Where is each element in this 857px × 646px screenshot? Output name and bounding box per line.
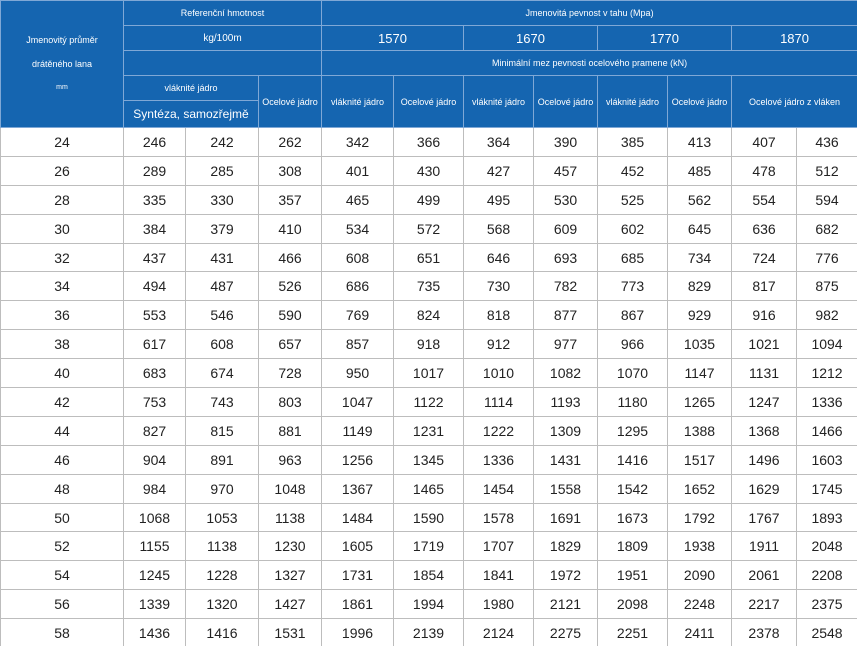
sub-steel-fiber-1870: Ocelové jádro z vláken — [732, 76, 857, 128]
cell-force-1570-steel: 366 — [394, 128, 464, 157]
sub-fiber-1570: vláknité jádro — [322, 76, 394, 128]
cell-diameter: 54 — [1, 561, 124, 590]
sub-steel-1570: Ocelové jádro — [394, 76, 464, 128]
strength-1670: 1670 — [464, 26, 598, 51]
cell-force-1670-fiber: 1114 — [464, 388, 534, 417]
cell-force-1770-steel: 829 — [668, 272, 732, 301]
cell-force-1870-steel: 2378 — [732, 619, 797, 646]
ref-mass-spacer — [124, 51, 322, 76]
cell-ref-mass-synthesis: 242 — [186, 128, 259, 157]
cell-ref-mass-fiber: 827 — [124, 416, 186, 445]
cell-ref-mass-fiber: 1068 — [124, 503, 186, 532]
cell-ref-mass-steel: 1230 — [259, 532, 322, 561]
cell-ref-mass-synthesis: 1416 — [186, 619, 259, 646]
cell-force-1770-fiber: 452 — [598, 156, 668, 185]
cell-ref-mass-steel: 803 — [259, 388, 322, 417]
cell-force-1570-fiber: 534 — [322, 214, 394, 243]
cell-ref-mass-fiber: 1339 — [124, 590, 186, 619]
cell-diameter: 36 — [1, 301, 124, 330]
cell-force-1670-fiber: 730 — [464, 272, 534, 301]
min-strength-header: Minimální mez pevnosti ocelového pramene (kN) — [322, 51, 857, 76]
cell-ref-mass-synthesis: 674 — [186, 359, 259, 388]
cell-ref-mass-steel: 590 — [259, 301, 322, 330]
cell-force-1870-fiber: 776 — [797, 243, 857, 272]
cell-force-1570-fiber: 1484 — [322, 503, 394, 532]
cell-force-1670-fiber: 818 — [464, 301, 534, 330]
cell-force-1870-steel: 407 — [732, 128, 797, 157]
cell-diameter: 56 — [1, 590, 124, 619]
cell-force-1570-fiber: 401 — [322, 156, 394, 185]
cell-force-1770-fiber: 1673 — [598, 503, 668, 532]
cell-force-1870-steel: 2061 — [732, 561, 797, 590]
cell-ref-mass-synthesis: 546 — [186, 301, 259, 330]
cell-ref-mass-steel: 410 — [259, 214, 322, 243]
cell-ref-mass-synthesis: 743 — [186, 388, 259, 417]
cell-ref-mass-synthesis: 379 — [186, 214, 259, 243]
table-row — [1, 301, 857, 330]
cell-diameter: 26 — [1, 156, 124, 185]
table-row — [1, 503, 857, 532]
cell-ref-mass-synthesis: 1053 — [186, 503, 259, 532]
cell-force-1770-fiber: 602 — [598, 214, 668, 243]
cell-ref-mass-fiber: 984 — [124, 474, 186, 503]
cell-force-1870-steel: 1629 — [732, 474, 797, 503]
cell-force-1770-steel: 413 — [668, 128, 732, 157]
cell-force-1770-fiber: 1295 — [598, 416, 668, 445]
cell-ref-mass-steel: 357 — [259, 185, 322, 214]
cell-ref-mass-synthesis: 487 — [186, 272, 259, 301]
cell-force-1870-steel: 478 — [732, 156, 797, 185]
cell-force-1870-fiber: 2208 — [797, 561, 857, 590]
cell-diameter: 58 — [1, 619, 124, 646]
cell-force-1770-steel: 1792 — [668, 503, 732, 532]
cell-ref-mass-synthesis: 431 — [186, 243, 259, 272]
ref-mass-unit: kg/100m — [124, 26, 322, 51]
table-row — [1, 532, 857, 561]
cell-force-1670-fiber: 1454 — [464, 474, 534, 503]
cell-force-1770-steel: 2248 — [668, 590, 732, 619]
tensile-strength-header: Jmenovitá pevnost v tahu (Mpa) — [322, 1, 857, 26]
cell-force-1570-fiber: 1996 — [322, 619, 394, 646]
cell-force-1670-fiber: 1222 — [464, 416, 534, 445]
cell-force-1870-fiber: 512 — [797, 156, 857, 185]
cell-force-1870-fiber: 1212 — [797, 359, 857, 388]
cell-force-1570-fiber: 342 — [322, 128, 394, 157]
table-row — [1, 156, 857, 185]
cell-ref-mass-fiber: 1155 — [124, 532, 186, 561]
strength-1770: 1770 — [598, 26, 732, 51]
cell-force-1770-steel: 2090 — [668, 561, 732, 590]
cell-ref-mass-synthesis: 1228 — [186, 561, 259, 590]
synthesis-header: Syntéza, samozřejmě — [124, 101, 259, 128]
cell-force-1670-steel: 1972 — [534, 561, 598, 590]
cell-force-1770-steel: 645 — [668, 214, 732, 243]
cell-force-1570-fiber: 465 — [322, 185, 394, 214]
cell-force-1570-fiber: 1731 — [322, 561, 394, 590]
cell-ref-mass-fiber: 617 — [124, 330, 186, 359]
cell-force-1670-steel: 609 — [534, 214, 598, 243]
cell-force-1770-steel: 1517 — [668, 445, 732, 474]
cell-force-1670-steel: 977 — [534, 330, 598, 359]
cell-ref-mass-steel: 262 — [259, 128, 322, 157]
cell-force-1770-steel: 1265 — [668, 388, 732, 417]
cell-force-1770-steel: 485 — [668, 156, 732, 185]
cell-force-1870-fiber: 2048 — [797, 532, 857, 561]
cell-force-1870-steel: 1911 — [732, 532, 797, 561]
cell-diameter: 46 — [1, 445, 124, 474]
cell-force-1670-fiber: 646 — [464, 243, 534, 272]
cell-force-1870-steel: 1247 — [732, 388, 797, 417]
cell-force-1670-fiber: 1980 — [464, 590, 534, 619]
cell-diameter: 30 — [1, 214, 124, 243]
cell-force-1870-fiber: 875 — [797, 272, 857, 301]
cell-ref-mass-fiber: 553 — [124, 301, 186, 330]
steel-core-header: Ocelové jádro — [259, 76, 322, 128]
cell-ref-mass-steel: 466 — [259, 243, 322, 272]
cell-force-1770-fiber: 1542 — [598, 474, 668, 503]
cell-force-1570-steel: 1590 — [394, 503, 464, 532]
table-body — [1, 128, 857, 646]
cell-force-1670-steel: 390 — [534, 128, 598, 157]
cell-ref-mass-synthesis: 330 — [186, 185, 259, 214]
cell-force-1570-fiber: 1861 — [322, 590, 394, 619]
table-row — [1, 590, 857, 619]
cell-force-1870-steel: 817 — [732, 272, 797, 301]
cell-ref-mass-fiber: 1436 — [124, 619, 186, 646]
cell-ref-mass-steel: 1427 — [259, 590, 322, 619]
cell-ref-mass-steel: 526 — [259, 272, 322, 301]
cell-force-1670-fiber: 495 — [464, 185, 534, 214]
cell-force-1770-fiber: 1809 — [598, 532, 668, 561]
diameter-header — [1, 1, 124, 128]
cell-force-1770-fiber: 2098 — [598, 590, 668, 619]
cell-diameter: 42 — [1, 388, 124, 417]
cell-force-1870-fiber: 682 — [797, 214, 857, 243]
cell-force-1770-steel: 929 — [668, 301, 732, 330]
strength-1570: 1570 — [322, 26, 464, 51]
cell-force-1870-fiber: 436 — [797, 128, 857, 157]
cell-force-1570-steel: 1719 — [394, 532, 464, 561]
table-row — [1, 474, 857, 503]
cell-diameter: 52 — [1, 532, 124, 561]
fiber-core-header: vláknité jádro — [124, 76, 259, 101]
cell-ref-mass-steel: 657 — [259, 330, 322, 359]
cell-force-1870-steel: 1767 — [732, 503, 797, 532]
diameter-header-line2: drátěného lana — [31, 59, 93, 69]
table-row — [1, 561, 857, 590]
cell-ref-mass-steel: 308 — [259, 156, 322, 185]
sub-steel-1670: Ocelové jádro — [534, 76, 598, 128]
cell-force-1870-fiber: 2375 — [797, 590, 857, 619]
diameter-header-unit: mm — [56, 84, 68, 91]
cell-force-1870-fiber: 1893 — [797, 503, 857, 532]
cell-force-1870-steel: 1131 — [732, 359, 797, 388]
cell-force-1570-fiber: 686 — [322, 272, 394, 301]
sub-fiber-1770: vláknité jádro — [598, 76, 668, 128]
cell-force-1870-steel: 1368 — [732, 416, 797, 445]
cell-force-1670-steel: 1691 — [534, 503, 598, 532]
cell-force-1870-steel: 1496 — [732, 445, 797, 474]
cell-force-1770-fiber: 685 — [598, 243, 668, 272]
cell-ref-mass-synthesis: 608 — [186, 330, 259, 359]
cell-force-1670-steel: 1829 — [534, 532, 598, 561]
cell-ref-mass-synthesis: 1320 — [186, 590, 259, 619]
diameter-header-line1: Jmenovitý průměr — [26, 35, 98, 45]
cell-force-1670-steel: 530 — [534, 185, 598, 214]
cell-force-1770-steel: 1035 — [668, 330, 732, 359]
cell-force-1670-steel: 693 — [534, 243, 598, 272]
cell-force-1670-steel: 2121 — [534, 590, 598, 619]
cell-force-1870-steel: 636 — [732, 214, 797, 243]
cell-ref-mass-steel: 881 — [259, 416, 322, 445]
cell-force-1570-fiber: 769 — [322, 301, 394, 330]
cell-force-1870-steel: 1021 — [732, 330, 797, 359]
cell-force-1870-fiber: 982 — [797, 301, 857, 330]
sub-steel-1770: Ocelové jádro — [668, 76, 732, 128]
cell-force-1570-fiber: 950 — [322, 359, 394, 388]
cell-diameter: 38 — [1, 330, 124, 359]
cell-force-1570-fiber: 1605 — [322, 532, 394, 561]
table-row — [1, 243, 857, 272]
cell-ref-mass-fiber: 335 — [124, 185, 186, 214]
cell-force-1870-fiber: 1745 — [797, 474, 857, 503]
cell-force-1670-fiber: 568 — [464, 214, 534, 243]
cell-force-1570-steel: 1994 — [394, 590, 464, 619]
cell-force-1570-fiber: 1256 — [322, 445, 394, 474]
cell-force-1670-steel: 457 — [534, 156, 598, 185]
cell-force-1870-fiber: 1336 — [797, 388, 857, 417]
cell-force-1570-fiber: 1367 — [322, 474, 394, 503]
cell-ref-mass-synthesis: 891 — [186, 445, 259, 474]
cell-force-1770-steel: 734 — [668, 243, 732, 272]
table-row — [1, 445, 857, 474]
cell-force-1670-fiber: 912 — [464, 330, 534, 359]
cell-ref-mass-fiber: 289 — [124, 156, 186, 185]
cell-force-1570-steel: 1122 — [394, 388, 464, 417]
cell-force-1570-steel: 1017 — [394, 359, 464, 388]
cell-force-1670-steel: 877 — [534, 301, 598, 330]
cell-ref-mass-fiber: 384 — [124, 214, 186, 243]
cell-force-1570-steel: 1345 — [394, 445, 464, 474]
table-row — [1, 330, 857, 359]
cell-force-1770-steel: 1652 — [668, 474, 732, 503]
table-row — [1, 416, 857, 445]
cell-force-1570-steel: 1854 — [394, 561, 464, 590]
cell-force-1770-fiber: 385 — [598, 128, 668, 157]
cell-force-1570-fiber: 1149 — [322, 416, 394, 445]
cell-force-1770-fiber: 773 — [598, 272, 668, 301]
table-row — [1, 388, 857, 417]
cell-force-1770-steel: 562 — [668, 185, 732, 214]
cell-force-1770-fiber: 966 — [598, 330, 668, 359]
cell-diameter: 28 — [1, 185, 124, 214]
cell-ref-mass-steel: 963 — [259, 445, 322, 474]
cell-force-1570-steel: 651 — [394, 243, 464, 272]
cell-force-1570-steel: 824 — [394, 301, 464, 330]
table-row — [1, 619, 857, 646]
cell-force-1570-steel: 430 — [394, 156, 464, 185]
cell-force-1870-fiber: 1603 — [797, 445, 857, 474]
cell-force-1870-steel: 916 — [732, 301, 797, 330]
cell-ref-mass-steel: 1327 — [259, 561, 322, 590]
cell-ref-mass-fiber: 246 — [124, 128, 186, 157]
cell-force-1570-steel: 918 — [394, 330, 464, 359]
cell-diameter: 34 — [1, 272, 124, 301]
cell-force-1570-steel: 735 — [394, 272, 464, 301]
cell-diameter: 32 — [1, 243, 124, 272]
cell-ref-mass-steel: 1531 — [259, 619, 322, 646]
cell-force-1670-fiber: 1578 — [464, 503, 534, 532]
cell-force-1670-fiber: 427 — [464, 156, 534, 185]
cell-force-1570-fiber: 857 — [322, 330, 394, 359]
cell-ref-mass-steel: 1048 — [259, 474, 322, 503]
cell-ref-mass-synthesis: 970 — [186, 474, 259, 503]
table-row — [1, 272, 857, 301]
cell-diameter: 50 — [1, 503, 124, 532]
cell-force-1570-fiber: 1047 — [322, 388, 394, 417]
cell-force-1870-fiber: 2548 — [797, 619, 857, 646]
cell-force-1770-steel: 1938 — [668, 532, 732, 561]
cell-ref-mass-fiber: 904 — [124, 445, 186, 474]
cell-force-1770-fiber: 867 — [598, 301, 668, 330]
strength-1870: 1870 — [732, 26, 857, 51]
cell-force-1770-fiber: 1070 — [598, 359, 668, 388]
cell-force-1670-fiber: 364 — [464, 128, 534, 157]
cell-force-1670-fiber: 1010 — [464, 359, 534, 388]
cell-force-1870-fiber: 1466 — [797, 416, 857, 445]
cell-force-1570-steel: 1231 — [394, 416, 464, 445]
cell-ref-mass-steel: 728 — [259, 359, 322, 388]
cell-diameter: 24 — [1, 128, 124, 157]
cell-force-1870-steel: 2217 — [732, 590, 797, 619]
cell-force-1770-steel: 1388 — [668, 416, 732, 445]
table-row — [1, 128, 857, 157]
cell-force-1570-steel: 499 — [394, 185, 464, 214]
cell-force-1770-fiber: 525 — [598, 185, 668, 214]
cell-force-1770-steel: 2411 — [668, 619, 732, 646]
cell-force-1870-fiber: 594 — [797, 185, 857, 214]
cell-force-1570-steel: 2139 — [394, 619, 464, 646]
cell-force-1570-steel: 572 — [394, 214, 464, 243]
cell-force-1670-fiber: 1841 — [464, 561, 534, 590]
cell-ref-mass-fiber: 1245 — [124, 561, 186, 590]
cell-force-1770-fiber: 2251 — [598, 619, 668, 646]
cell-ref-mass-fiber: 753 — [124, 388, 186, 417]
table-row — [1, 214, 857, 243]
cell-force-1670-steel: 782 — [534, 272, 598, 301]
cell-ref-mass-fiber: 683 — [124, 359, 186, 388]
cell-force-1770-fiber: 1416 — [598, 445, 668, 474]
cell-force-1770-fiber: 1180 — [598, 388, 668, 417]
cell-force-1670-steel: 1082 — [534, 359, 598, 388]
cell-force-1870-steel: 724 — [732, 243, 797, 272]
cell-force-1570-fiber: 608 — [322, 243, 394, 272]
cell-ref-mass-steel: 1138 — [259, 503, 322, 532]
cell-force-1670-fiber: 1707 — [464, 532, 534, 561]
cell-ref-mass-fiber: 494 — [124, 272, 186, 301]
cell-force-1870-fiber: 1094 — [797, 330, 857, 359]
cell-force-1670-fiber: 2124 — [464, 619, 534, 646]
cell-force-1670-steel: 1193 — [534, 388, 598, 417]
cell-force-1670-steel: 1431 — [534, 445, 598, 474]
table-header — [1, 1, 857, 128]
cell-force-1670-fiber: 1336 — [464, 445, 534, 474]
cell-diameter: 40 — [1, 359, 124, 388]
cell-force-1770-fiber: 1951 — [598, 561, 668, 590]
cell-force-1870-steel: 554 — [732, 185, 797, 214]
sub-fiber-1670: vláknité jádro — [464, 76, 534, 128]
cell-force-1670-steel: 1558 — [534, 474, 598, 503]
cell-ref-mass-synthesis: 1138 — [186, 532, 259, 561]
cell-force-1570-steel: 1465 — [394, 474, 464, 503]
cell-force-1670-steel: 1309 — [534, 416, 598, 445]
cell-ref-mass-fiber: 437 — [124, 243, 186, 272]
cell-ref-mass-synthesis: 815 — [186, 416, 259, 445]
table-row — [1, 185, 857, 214]
cell-diameter: 44 — [1, 416, 124, 445]
cell-ref-mass-synthesis: 285 — [186, 156, 259, 185]
cell-diameter: 48 — [1, 474, 124, 503]
cell-force-1770-steel: 1147 — [668, 359, 732, 388]
ref-mass-header: Referenční hmotnost — [124, 1, 322, 26]
table-row — [1, 359, 857, 388]
cell-force-1670-steel: 2275 — [534, 619, 598, 646]
